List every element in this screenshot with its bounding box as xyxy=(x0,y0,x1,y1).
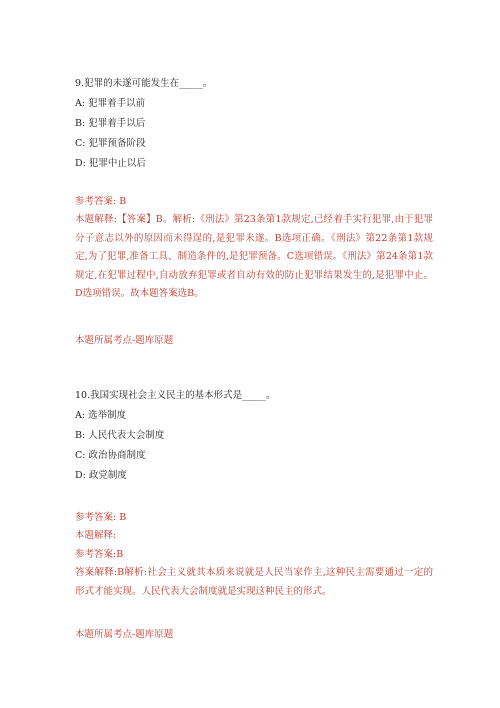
option-a: A: 犯罪着手以前 xyxy=(75,98,146,109)
option-c: C: 政治协商制度 xyxy=(75,450,146,461)
explanation: 本题解释:【答案】B。解析:《刑法》第23条第1款规定,已经着手实行犯罪,由于犯罪分子意志以外的原因而未得逞的,是犯罪未遂。B选项正确。《刑法》第22条第1款规定,为了犯罪,准备工具、制造条件的,是犯罪预备。C选项错误。《刑法》第24条第1款规定,在犯罪过程中,自动放弃犯罪或者自动有效的防止犯罪结果发生的,是犯罪中止。D选项错误。故本题答案选B。 xyxy=(75,214,433,299)
question-stem: 10.我国实现社会主义民主的基本形式是_____。 xyxy=(75,390,276,401)
question-stem: 9.犯罪的未遂可能发生在_____。 xyxy=(75,78,213,89)
source-label: 本题所属考点-题库原题 xyxy=(75,335,174,346)
reference-answer-secondary: 参考答案:B xyxy=(75,549,124,560)
option-c: C: 犯罪预备阶段 xyxy=(75,138,146,149)
reference-answer: 参考答案: B xyxy=(75,512,127,523)
source-label: 本题所属考点-题库原题 xyxy=(75,629,174,640)
option-b: B: 犯罪着手以后 xyxy=(75,118,146,129)
option-b: B: 人民代表大会制度 xyxy=(75,430,165,441)
option-d: D: 政党制度 xyxy=(75,470,127,481)
explanation: 答案解释:B解析:社会主义就其本质来说就是人民当家作主,这种民主需要通过一定的形式才能实现。人民代表大会制度就是实现这种民主的形式。 xyxy=(75,567,433,597)
option-d: D: 犯罪中止以后 xyxy=(75,158,146,169)
explanation-label: 本题解释: xyxy=(75,530,117,541)
reference-answer: 参考答案: B xyxy=(75,196,127,207)
option-a: A: 选举制度 xyxy=(75,410,127,421)
